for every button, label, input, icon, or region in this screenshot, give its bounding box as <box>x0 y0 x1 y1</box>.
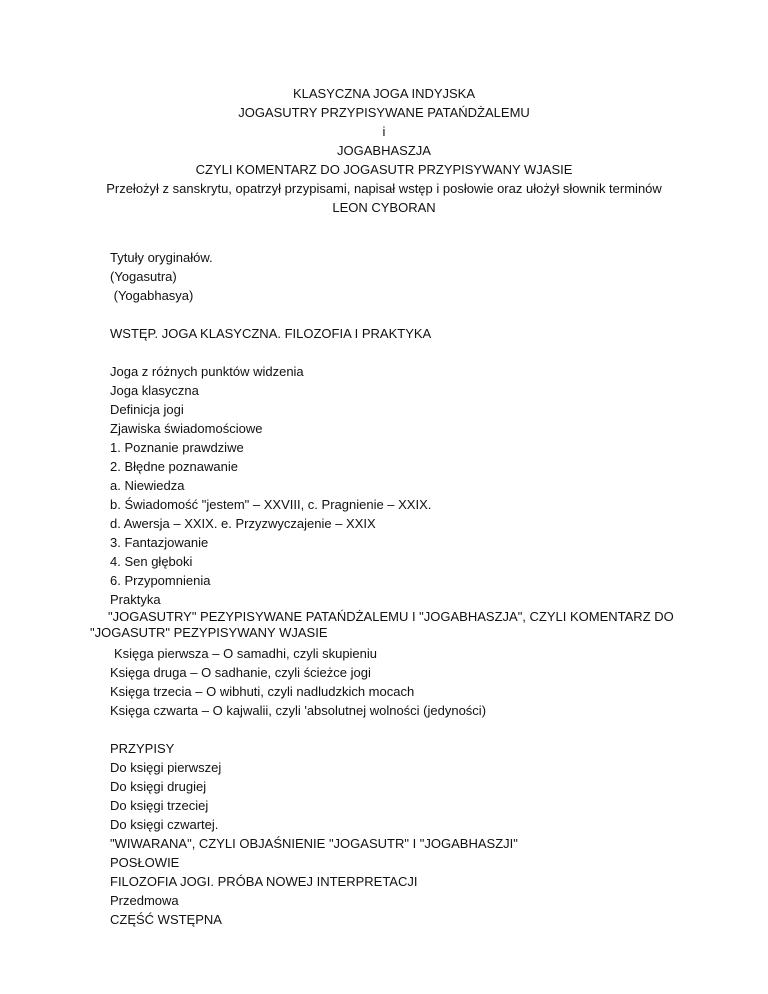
contents-item: Definicja jogi <box>110 402 184 417</box>
contents-item: Praktyka <box>110 592 161 607</box>
contents-item: a. Niewiedza <box>110 478 185 493</box>
contents-item: 2. Błędne poznawanie <box>110 459 238 474</box>
contents-item: 3. Fantazjowanie <box>110 535 209 550</box>
main-part-heading-continued: "JOGASUTR" PEZYPISYWANY WJASIE <box>90 625 328 640</box>
notes-item: Do księgi drugiej <box>110 779 207 794</box>
original-title: (Yogabhasya) <box>110 288 194 303</box>
contents-item: b. Świadomość "jestem" – XXVIII, c. Pragnienie – XXIX. <box>110 497 432 512</box>
contents-item: 1. Poznanie prawdziwe <box>110 440 244 455</box>
title-line: i <box>382 124 386 139</box>
book-item: Księga pierwsza – O samadhi, czyli skupieniu <box>114 646 378 661</box>
author-name: LEON CYBORAN <box>332 200 436 215</box>
notes-item: Do księgi trzeciej <box>110 798 209 813</box>
document-body <box>90 248 730 929</box>
originals-heading: Tytuły oryginałów. <box>110 250 213 265</box>
original-title: (Yogasutra) <box>110 269 177 284</box>
contents-item: 6. Przypomnienia <box>110 573 211 588</box>
title-block <box>0 84 768 217</box>
notes-item: CZĘŚĆ WSTĘPNA <box>110 912 222 927</box>
book-item: Księga druga – O sadhanie, czyli ścieżce jogi <box>110 665 371 680</box>
notes-item: FILOZOFIA JOGI. PRÓBA NOWEJ INTERPRETACJI <box>110 874 418 889</box>
notes-item: Do księgi pierwszej <box>110 760 222 775</box>
book-item: Księga trzecia – O wibhuti, czyli nadludzkich mocach <box>110 684 415 699</box>
notes-item: "WIWARANA", CZYLI OBJAŚNIENIE "JOGASUTR" I "JOGABHASZJI" <box>110 836 518 851</box>
title-line: JOGASUTRY PRZYPISYWANE PATAŃDŻALEMU <box>238 105 530 120</box>
book-item: Księga czwarta – O kajwalii, czyli 'absolutnej wolności (jedyności) <box>110 703 487 718</box>
notes-item: Przedmowa <box>110 893 179 908</box>
notes-heading: PRZYPISY <box>110 741 175 756</box>
title-line: JOGABHASZJA <box>337 143 431 158</box>
contents-item: Joga z różnych punktów widzenia <box>110 364 304 379</box>
contents-item: Joga klasyczna <box>110 383 199 398</box>
translator-note: Przełożył z sanskrytu, opatrzył przypisami, napisał wstęp i posłowie oraz ułożył słownik terminów <box>106 181 662 196</box>
notes-item: POSŁOWIE <box>110 855 180 870</box>
title-line: CZYLI KOMENTARZ DO JOGASUTR PRZYPISYWANY WJASIE <box>195 162 573 177</box>
contents-item: Zjawiska świadomościowe <box>110 421 263 436</box>
main-part-heading: "JOGASUTRY" PEZYPISYWANE PATAŃDŻALEMU I "JOGABHASZJA", CZYLI KOMENTARZ DO <box>108 609 674 624</box>
contents-item: 4. Sen głęboki <box>110 554 193 569</box>
notes-item: Do księgi czwartej. <box>110 817 219 832</box>
title-line: KLASYCZNA JOGA INDYJSKA <box>292 86 476 101</box>
contents-item: d. Awersja – XXIX. e. Przyzwyczajenie – XXIX <box>110 516 376 531</box>
intro-heading: WSTĘP. JOGA KLASYCZNA. FILOZOFIA I PRAKTYKA <box>110 326 432 341</box>
